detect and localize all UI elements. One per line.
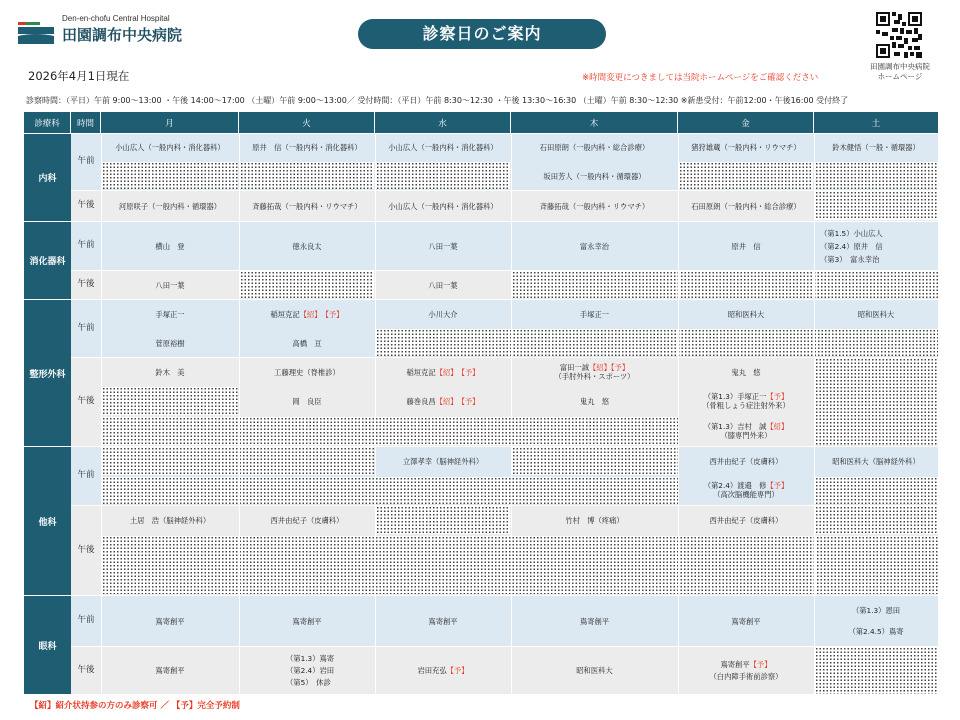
closed-slot [240,271,374,298]
doctor-entry: 西井由紀子（皮膚科） [709,456,783,466]
doctor-entry: （第1.3）手塚正一【予】 （骨粗しょう症注射外来） [702,392,790,410]
dept-ganka: 眼科 [24,595,71,694]
intro-mark: 【紹】 [435,396,458,406]
time-pm: 午後 [77,200,95,210]
doctor-entry: 斉藤拓哉（一般内科・リウマチ） [539,201,650,211]
doctor-entry: 工藤理史（脊椎診） [274,367,340,377]
doctor-entry: 手塚正一 [579,309,610,319]
closed-slot [815,477,938,504]
reserve-mark: 【予】 [610,363,630,372]
doctor-entry: 嶌寄創平 [155,666,185,675]
as-of-date: 2026年4月1日現在 [28,69,130,83]
consultation-hours: 診察時間：（平日）午前 9:00～13:00 ・午後 14:00～17:00 （土曜）午前 9:00～13:00／ 受付時間：（平日）午前 8:30～12:30 ・午後 13:30～16:30 （土曜）午前 8:30～12:30 ※新患受付：午前12:00・午後16:00 受付終了 [26,96,849,105]
doctor-entry: 昭和医科大 [576,666,613,675]
reserve-mark: 【予】 [766,392,789,401]
reserve-mark: 【予】 [457,367,480,377]
closed-slot [240,162,374,189]
closed-slot [102,447,374,475]
doctor-entry: （第1.3）吉村 誠【紹】 （膝専門外来） [703,421,789,440]
closed-slot [815,191,938,220]
doctor-entry: 昭和医科大（脳神経外科） [832,456,920,466]
doctor-entry: 横山 登 [155,241,185,251]
doctor-entry: 坂田芳人（一般内科・循環器） [543,171,646,181]
closed-slot [376,329,938,356]
doctor-entry: 嶌寄創平【予】 （白内障手術前診察） [709,659,783,681]
doctor-entry-group: （第1.3）嶌寄 （第2.4）岩田 （第5） 休診 [286,654,335,687]
doctor-entry: 岡 良臣 [292,396,322,406]
doctor-entry: 小川大介 [428,309,458,319]
doctor-entry: 小山広人（一般内科・消化器科） [388,142,498,152]
doctor-entry: 藤巻良昌 【紹】 【予】 [406,396,480,406]
legend-note: 【紹】紹介状持参の方のみ診察可 ／ 【予】完全予約制 [30,701,240,711]
reserve-mark: 【予】 [457,396,480,406]
time-am: 午前 [77,615,95,625]
doctor-entry: 鬼丸 悠 [731,367,761,377]
closed-slot [815,506,938,534]
header-mon: 月 [101,112,239,133]
doctor-entry: 石田原朗（一般内科・総合診療） [539,142,650,152]
header-fri: 金 [678,112,814,133]
header-thu: 木 [511,112,678,133]
doctor-entry: 手塚正一 [155,309,185,319]
doctor-entry: 土居 浩（脳神経外科） [129,515,211,525]
doctor-entry: 嶌寄創平 [428,616,458,626]
doctor-entry: 高橋 亘 [292,338,322,348]
doctor-entry: 稲垣克記 【紹】 【予】 [406,367,480,377]
time-pm: 午後 [77,544,95,555]
hospital-name-en: Den-en-chofu Central Hospital [62,14,170,23]
time-pm: 午後 [77,396,95,406]
hospital-logo-icon [18,22,54,44]
header-dept: 診療科 [24,112,71,133]
doctor-entry: 八田一葉 [428,241,458,251]
doctor-entry: 小山広人（一般内科・消化器科） [115,142,225,152]
header-time: 時間 [71,112,101,133]
reserve-mark: 【予】 [321,309,344,319]
closed-slot [679,162,813,189]
closed-slot [512,271,938,298]
doctor-entry: 猪狩雄蔵（一般内科・リウマチ） [691,142,801,152]
doctor-entry: 富永幸治 [579,241,610,251]
page-title: 診察日のご案内 [358,19,606,49]
closed-slot [376,506,510,534]
closed-slot [102,162,238,189]
time-am: 午前 [77,470,95,480]
time-pm: 午後 [77,279,95,289]
time-change-notice: ※時間変更につきましては当院ホームページをご確認ください [582,73,819,83]
closed-slot [102,417,678,445]
closed-slot [512,447,678,475]
doctor-entry: 稲垣克記 【紹】 【予】 [270,309,344,319]
intro-mark: 【紹】 [435,367,458,377]
doctor-entry: 昭和医科大 [857,309,895,319]
doctor-entry: 鬼丸 悠 [579,396,610,406]
time-am: 午前 [77,156,95,166]
qr-code-icon [876,12,922,58]
intro-mark: 【紹】 [589,363,611,372]
doctor-entry: 富田一誠【紹】【予】 （手肘外科・スポーツ） [554,363,635,381]
time-am: 午前 [77,322,95,333]
dept-taka: 他科 [24,446,71,595]
dept-seikei: 整形外科 [24,299,71,446]
hospital-name-ja: 田園調布中央病院 [62,26,183,44]
dept-shoukaki: 消化器科 [24,221,71,299]
doctor-entry: 嶌寄創平 [579,616,610,626]
doctor-entry: 斉藤拓哉（一般内科・リウマチ） [252,201,362,211]
doctor-entry: 小山広人（一般内科・消化器科） [388,201,498,211]
doctor-entry: 立澤孝幸（脳神経外科） [402,456,484,466]
reserve-mark: 【予】 [446,666,469,675]
closed-slot [815,647,938,694]
time-pm: 午後 [77,664,95,675]
doctor-entry: 昭和医科大 [727,309,765,319]
doctor-entry-group: （第1.5）小山広人 （第2.4）原井 信 （第3） 富永幸治 [820,228,883,264]
doctor-entry: 嶌寄創平 [155,616,185,626]
intro-mark: 【紹】 [766,421,789,431]
doctor-entry: 八田一葉 [155,280,185,290]
closed-slot [815,162,938,189]
doctor-entry: 西井由紀子（皮膚科） [270,515,344,525]
doctor-entry: 原井 信（一般内科・消化器科） [252,142,362,152]
qr-caption: 田園調布中央病院 ホームページ [870,62,930,81]
closed-slot [102,536,938,594]
doctor-entry: 嶌寄創平 [292,616,322,626]
doctor-entry: 鈴木 美 [155,367,185,377]
doctor-entry: 鈴木健悟（一般・循環器） [832,142,920,152]
doctor-entry: 河原咲子（一般内科・循環器） [118,201,222,211]
header-wed: 水 [375,112,511,133]
doctor-entry: 嶌寄創平 [731,616,761,626]
closed-slot [102,387,238,415]
closed-slot [376,162,510,189]
doctor-entry: 原井 信 [731,241,761,251]
doctor-entry: （第2.4）渡邉 修【予】 （高次脳機能専門） [703,481,789,499]
reserve-mark: 【予】 [749,659,772,669]
schedule-table [24,112,938,694]
doctor-entry: 八田一葉 [428,280,458,290]
doctor-entry: 菅原裕樹 [155,338,185,348]
closed-slot [102,477,678,504]
doctor-entry: 竹村 博（疼痛） [565,515,624,525]
doctor-entry: 岩田充弘 【予】 [417,666,469,675]
header-tue: 火 [239,112,375,133]
closed-slot [815,358,938,445]
header-sat: 土 [814,112,938,133]
intro-mark: 【紹】 [299,309,322,319]
reserve-mark: 【予】 [766,481,789,490]
time-am: 午前 [77,240,95,250]
dept-naika: 内科 [24,133,71,221]
doctor-entry: 徳永良太 [292,241,322,251]
doctor-entry: 西井由紀子（皮膚科） [709,515,783,525]
doctor-entry-group: （第1.3）恩田 （第2.4.5）嶌寄 [848,606,904,636]
doctor-entry: 石田原朗（一般内科・総合診療） [691,201,801,211]
